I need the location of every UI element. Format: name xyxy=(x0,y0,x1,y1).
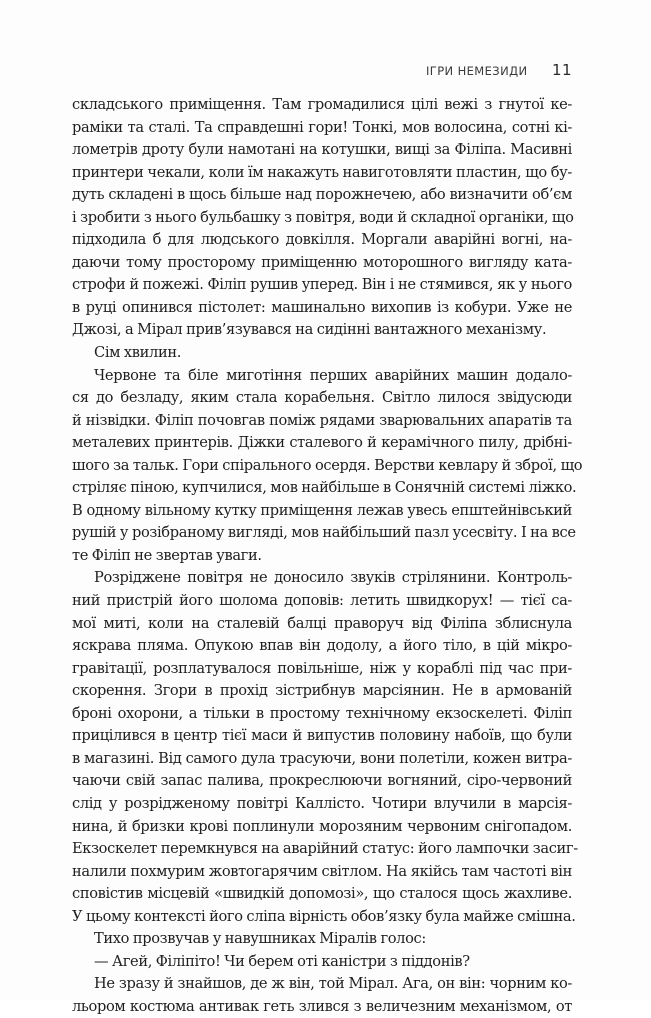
text-line: принтери чекали, коли їм накажуть навиготовляти пластин, що бу- xyxy=(72,163,572,181)
text-line: Розріджене повітря не доносило звуків стрілянини. Контроль- xyxy=(94,569,572,587)
text-line: — Агей, Філіпіто! Чи берем оті каністри з піддонів? xyxy=(94,952,470,970)
text-line: Червоне та біле миготіння перших аварійних машин додало- xyxy=(94,366,572,384)
text-line: Не зразу й знайшов, де ж він, той Мірал. Ага, он він: чорним ко- xyxy=(94,975,572,993)
text-line: строфи й пожежі. Філіп рушив уперед. Він і не стямився, як у нього xyxy=(72,276,572,294)
text-line: складського приміщення. Там громадилися цілі вежі з гнутої ке- xyxy=(72,96,572,113)
text-line: і зробити з нього бульбашку з повітря, води й складної органіки, що xyxy=(72,208,574,226)
page-number: 11 xyxy=(552,61,572,79)
text-line: Екзоскелет перемкнувся на аварійний статус: його лампочки засиг- xyxy=(72,840,578,858)
text-line: лометрів дроту були намотані на котушки, вищі за Філіпа. Масивні xyxy=(72,141,572,159)
text-line: дуть складені в щось більше над порожнечею, або визначити об’єм xyxy=(72,186,572,204)
text-line: налили похмурим жовтогарячим світлом. На якійсь там частоті він xyxy=(72,862,572,880)
text-line: раміки та сталі. Та справдешні гори! Тонкі, мов волосина, сотні кі- xyxy=(72,118,572,136)
text-line: стріляє піною, купчилися, мов найбільше в Сонячній системі ліжко. xyxy=(72,479,577,497)
text-line: підходила б для людського довкілля. Моргали аварійні вогні, на- xyxy=(72,231,572,249)
text-line: В одному вільному кутку приміщення лежав увесь епштейнівський xyxy=(72,501,572,519)
text-line: рушій у розібраному вигляді, мов найбільший пазл усесвіту. І на все xyxy=(72,524,576,542)
text-line: У цьому контексті його сліпа вірність обов’язку була майже смішна. xyxy=(72,907,576,925)
body-text xyxy=(72,94,583,1018)
text-line: слід у розрідженому повітрі Каллісто. Чотири влучили в марсія- xyxy=(72,794,572,812)
text-line: шого за тальк. Гори спірального осердя. Верстви кевлару й зброї, що xyxy=(72,456,583,474)
text-line: Джозі, а Мірал прив’язувався на сидінні вантажного механізму. xyxy=(72,321,547,339)
text-line: гравітації, розплатувалося повільніше, ніж у кораблі під час при- xyxy=(72,659,572,677)
text-line: даючи тому просторому приміщенню моторошного вигляду ката- xyxy=(72,253,572,271)
text-line: ся до безладу, яким стала корабельня. Світло лилося звідусюди xyxy=(72,389,572,407)
text-line: те Філіп не звертав уваги. xyxy=(72,546,262,564)
text-line: й нізвідки. Філіп почовгав поміж рядами зварювальних апаратів та xyxy=(72,411,572,429)
text-line: прицілився в центр тієї маси й випустив половину набоїв, що були xyxy=(72,727,572,745)
text-line: яскрава пляма. Опукою впав він додолу, а його тіло, в цій мікро- xyxy=(72,637,572,655)
text-line: в магазині. Від самого дула трасуючи, вони полетіли, кожен витра- xyxy=(72,749,572,767)
text-line: Сім хвилин. xyxy=(94,344,182,362)
text-line: чаючи свій запас палива, прокреслюючи вогняний, сіро-червоний xyxy=(72,772,572,790)
text-line: мої миті, коли на сталевій балці праворуч від Філіпа зблиснула xyxy=(72,614,572,632)
text-line: металевих принтерів. Діжки сталевого й керамічного пилу, дрібні- xyxy=(72,434,572,452)
text-line: сповістив місцевій «швидкій допомозі», що сталося щось жахливе. xyxy=(72,885,572,903)
text-line: Тихо прозвучав у навушниках Міралів голос: xyxy=(94,930,426,948)
text-line: ний пристрій його шолома доповів: летить швидкорух! — тієї са- xyxy=(72,592,572,610)
text-line: в руці опинився пістолет: машинально вихопив із кобури. Уже не xyxy=(72,298,572,316)
text-line: нина, й бризки крові поплинули морозяним червоним снігопадом. xyxy=(72,817,572,835)
running-head-title: ІГРИ НЕМЕЗИДИ xyxy=(426,64,528,78)
text-line: льором костюма антивак геть злився з величезним механізмом, от xyxy=(72,997,572,1015)
text-line: броні охорони, а тільки в простому технічному екзоскелеті. Філіп xyxy=(72,704,572,722)
text-line: скорення. Згори в прохід зістрибнув марсіянин. Не в армованій xyxy=(72,682,572,700)
